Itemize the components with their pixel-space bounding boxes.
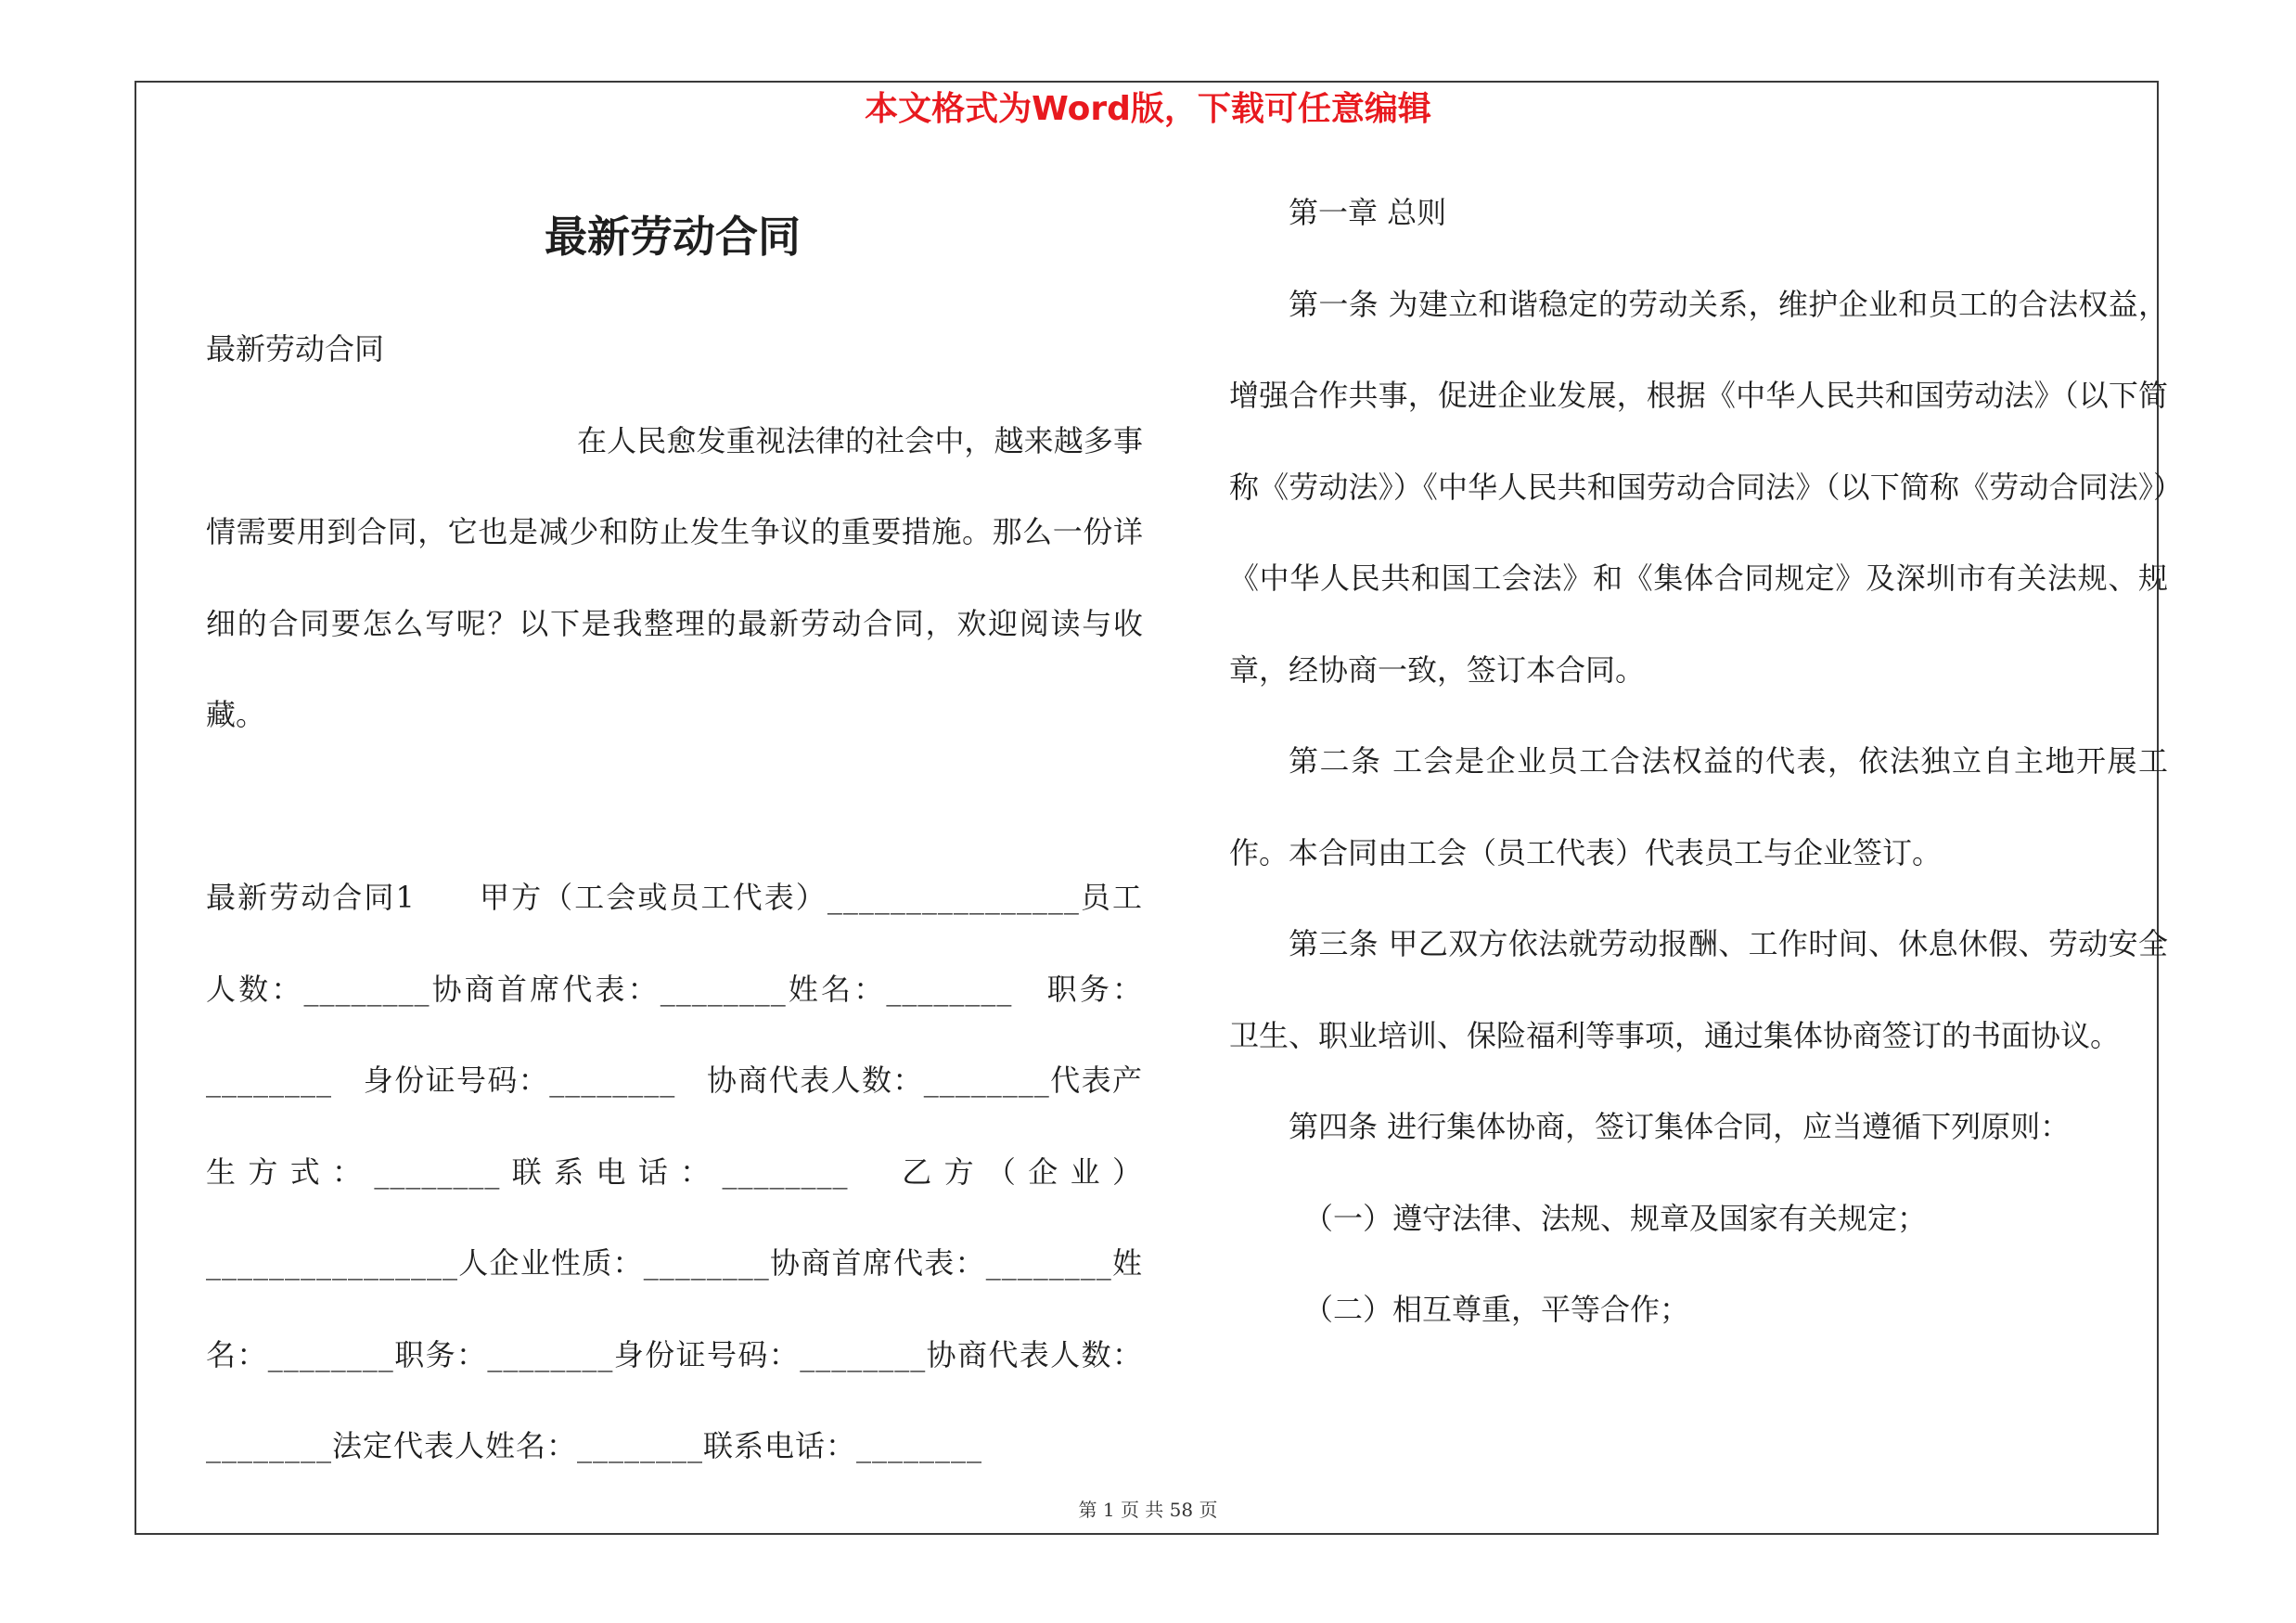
article-4: 第四条 进行集体协商，签订集体合同，应当遵循下列原则： [1289,1109,2071,1144]
chapter-heading: 第一章 总则 [1289,195,1447,230]
intro-paragraph: 在人民愈发重视法律的社会中，越来越多事情需要用到合同，它也是减少和防止发生争议的重要措施。那么一份详细的合同要怎么写呢？以下是我整理的最新劳动合同，欢迎阅读与收藏。 [206,422,1143,732]
contract-fields-paragraph: 最新劳动合同1 甲方（工会或员工代表）________________员工人数：________协商首席代表：________姓名：________ 职务：________ 身份证号码：________ 协商代表人数：________代表产生方式：________联系电话：________ 乙方（企业）________________人企业性质：________协商首席代表：________姓名：________职务：________身份证号码：________协商代表人数：________法定代表人姓名：________联系电话：________ [206,880,1143,1463]
article-2: 第二条 工会是企业员工合法权益的代表，依法独立自主地开展工作。本合同由工会（员工代表）代表员工与企业签订。 [1229,743,2168,870]
right-column [1229,167,2168,1356]
principle-item-2: （二）相互尊重，平等合作； [1303,1292,1690,1327]
principle-item-1: （一）遵守法律、法规、规章及国家有关规定； [1303,1200,1928,1236]
paragraph-gap [206,761,1143,853]
left-column [206,303,1143,1492]
document-title: 最新劳动合同 [545,212,801,262]
format-banner: 本文格式为Word版，下载可任意编辑 [865,90,1431,128]
document-subtitle: 最新劳动合同 [206,331,385,367]
article-3: 第三条 甲乙双方依法就劳动报酬、工作时间、休息休假、劳动安全卫生、职业培训、保险福利等事项，通过集体协商签订的书面协议。 [1229,926,2168,1053]
article-1: 第一条 为建立和谐稳定的劳动关系，维护企业和员工的合法权益，增强合作共事，促进企业发展，根据《中华人民共和国劳动法》（以下简称《劳动法》）《中华人民共和国劳动合同法》（以下简称《劳动合同法》）《中华人民共和国工会法》和《集体合同规定》及深圳市有关法规、规章，经协商一致，签订本合同。 [1229,286,2168,688]
page-footer: 第 1 页 共 58 页 [1078,1499,1218,1521]
